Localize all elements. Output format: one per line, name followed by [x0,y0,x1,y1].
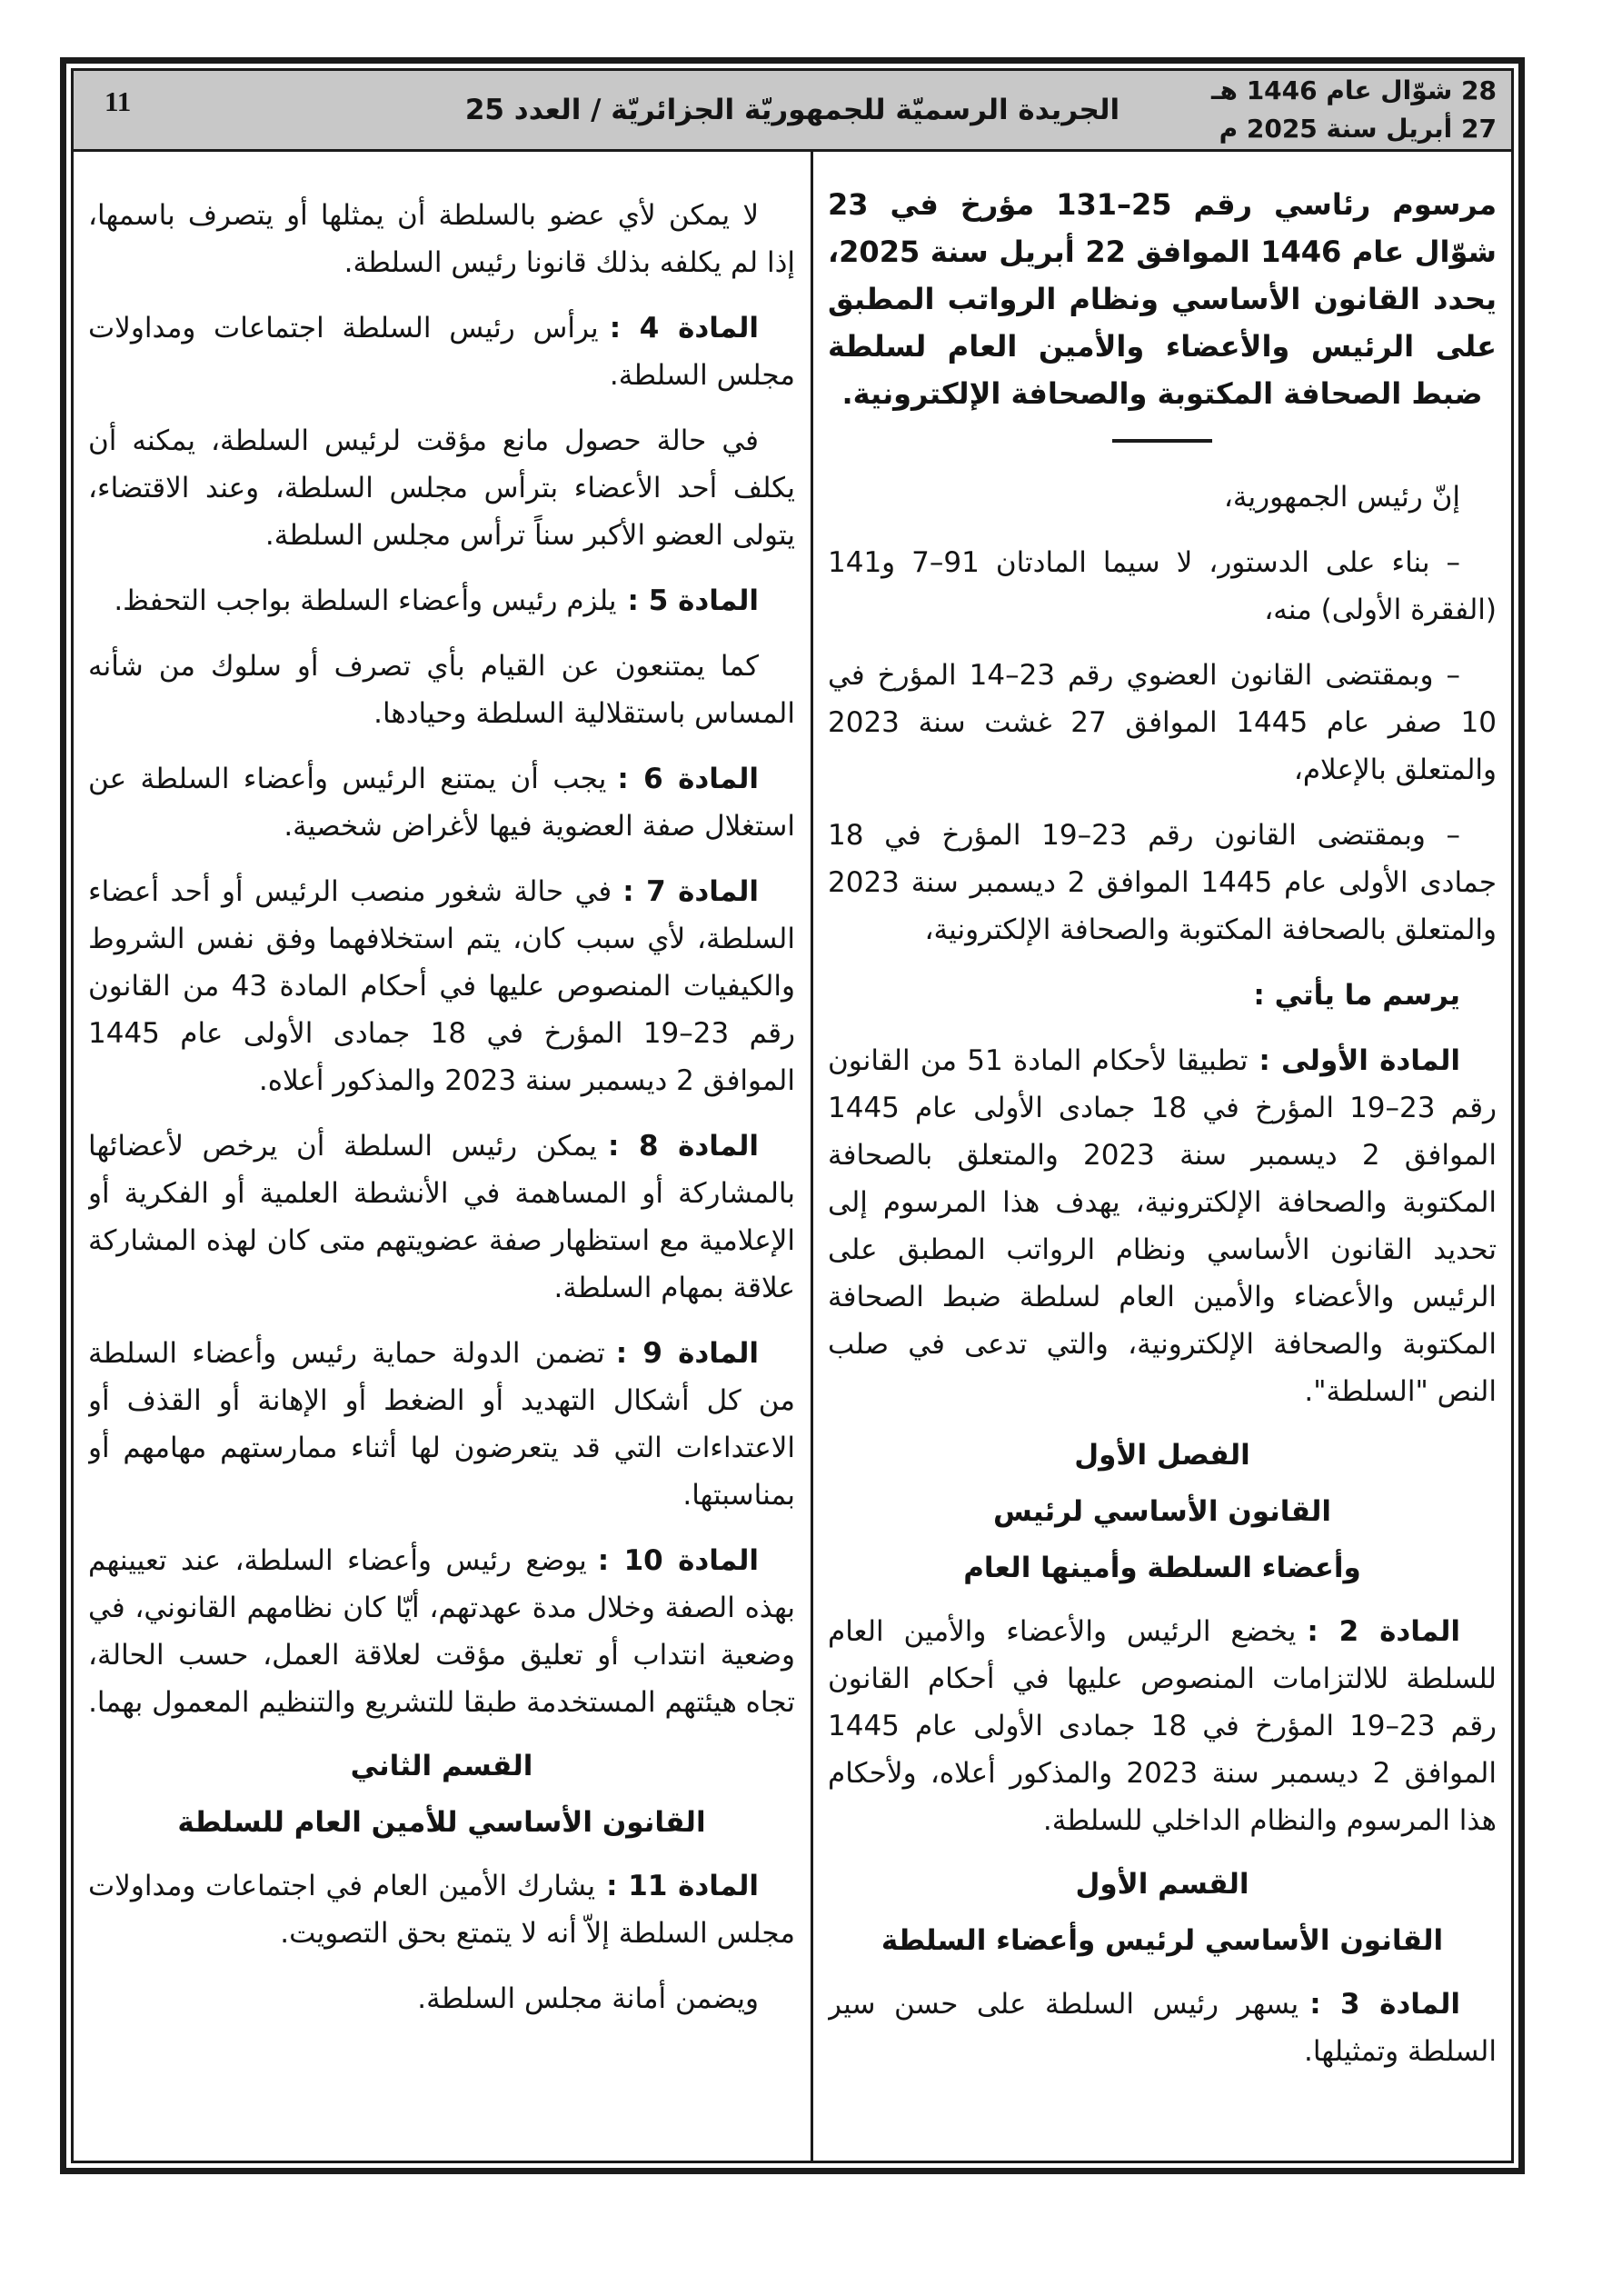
visa-constitution: – بناء على الدستور، لا سيما المادتان 91–7 و141 (الفقرة الأولى) منه، [828,546,1497,626]
section-1-heading: القسم الأول [1075,1868,1249,1901]
article-5-paragraph [88,577,795,624]
preamble-opening: إنّ رئيس الجمهورية، [1223,481,1460,514]
article-1-paragraph [828,1037,1497,1415]
inner-border [71,68,1514,2163]
visa-press-law: – وبمقتضى القانون رقم 23–19 المؤرخ في 18 جمادى الأولى عام 1445 الموافق 2 ديسمبر سنة 2023 والمتعلق بالصحافة المكتوبة والصحافة الإلكترونية، [828,819,1497,946]
page-number: 11 [104,85,132,117]
article-7-label: المادة 7 : [622,875,759,908]
article-3-label: المادة 3 : [1309,1988,1460,2021]
article-11-text: يشارك الأمين العام في اجتماعات ومداولات مجلس السلطة إلاّ أنه لا يتمتع بحق التصويت. [88,1870,795,1950]
visa-organic-law: – وبمقتضى القانون العضوي رقم 23–14 المؤرخ في 10 صفر عام 1445 الموافق 27 غشت سنة 2023 والمتعلق بالإعلام، [828,659,1497,786]
chapter-1-subheading-2: وأعضاء السلطة وأمينها العام [963,1552,1361,1584]
article-8-text: يمكن رئيس السلطة أن يرخص لأعضائها بالمشاركة أو المساهمة في الأنشطة العلمية أو الفكرية أو الإعلامية مع استظهار صفة عضويتهم متى كان لهذه المشاركة علاقة بمهام السلطة. [88,1130,795,1304]
chapter-1-subheading-1: القانون الأساسي لرئيس [992,1495,1332,1528]
hijri-date: 28 شوّال عام 1446 هـ [1210,75,1497,105]
journal-title: الجريدة الرسميّة للجمهوريّة الجزائريّة / العدد 25 [464,94,1120,126]
article-7-paragraph [88,868,795,1104]
article-9-label: المادة 9 : [615,1337,759,1370]
article-5-continuation: كما يمتنعون عن القيام بأي تصرف أو سلوك من شأنه المساس باستقلالية السلطة وحيادها. [88,650,795,730]
decree-title: مرسوم رئاسي رقم 25–131 مؤرخ في 23 شوّال عام 1446 الموافق 22 أبريل سنة 2025، يحدد القانون الأساسي ونظام الرواتب المطبق على الرئيس والأعضاء والأمين العام لسلطة ضبط الصحافة المكتوبة والصحافة الإلكترونية. [828,187,1497,411]
chapter-1-heading: الفصل الأول [1074,1439,1250,1472]
article-4-text: يرأس رئيس السلطة اجتماعات ومداولات مجلس السلطة. [88,312,795,392]
article-3-paragraph [828,1981,1497,2075]
section-2-heading: القسم الثاني [350,1750,533,1782]
article-4-label: المادة 4 : [609,312,759,344]
article-11-paragraph [88,1862,795,1957]
article-2-label: المادة 2 : [1307,1615,1460,1648]
article-9-text: تضمن الدولة حماية رئيس وأعضاء السلطة من كل أشكال التهديد أو الضغط أو الإهانة أو القذف أو الاعتداءات التي قد يتعرضون لها أثناء ممارستهم مهامهم أو بمناسبتها. [88,1337,795,1512]
header-dates [1211,72,1497,148]
article-5-text: يلزم رئيس وأعضاء السلطة بواجب التحفظ. [114,584,617,617]
gregorian-date: 27 أبريل سنة 2025 م [1219,114,1497,144]
content-area [74,152,1511,2161]
article-7-text: في حالة شغور منصب الرئيس أو أحد أعضاء السلطة، لأي سبب كان، يتم استخلافهما وفق نفس الشروط والكيفيات المنصوص عليها في أحكام المادة 43 من القانون رقم 23–19 المؤرخ في 18 جمادى الأولى عام 1445 الموافق 2 ديسمبر سنة 2023 والمذكور أعلاه. [88,875,795,1097]
article-8-label: المادة 8 : [607,1130,759,1163]
article-10-paragraph [88,1537,795,1726]
page-border [60,57,1525,2174]
article-6-text: يجب أن يمتنع الرئيس وأعضاء السلطة عن استغلال صفة العضوية فيها لأغراض شخصية. [88,763,795,843]
article-4-continuation: في حالة حصول مانع مؤقت لرئيس السلطة، يمكنه أن يكلف أحد الأعضاء بترأس مجلس السلطة، وعند الاقتضاء، يتولى العضو الأكبر سناً ترأس مجلس السلطة. [88,424,795,552]
article-10-label: المادة 10 : [597,1544,759,1577]
article-6-label: المادة 6 : [617,763,759,795]
title-separator-rule [1112,439,1212,443]
column-divider [811,152,813,2161]
article-6-paragraph [88,755,795,850]
article-4-paragraph [88,304,795,399]
article-5-label: المادة 5 : [627,584,759,617]
header-band [74,71,1511,152]
article-2-text: يخضع الرئيس والأعضاء والأمين العام للسلطة للالتزامات المنصوص عليها في أحكام القانون رقم 23–19 المؤرخ في 18 جمادى الأولى عام 1445 الموافق 2 ديسمبر سنة 2023 والمذكور أعلاه، ولأحكام هذا المرسوم والنظام الداخلي للسلطة. [828,1615,1497,1837]
article-1-text: تطبيقا لأحكام المادة 51 من القانون رقم 23–19 المؤرخ في 18 جمادى الأولى عام 1445 الموافق 2 ديسمبر سنة 2023 والمتعلق بالصحافة المكتوبة والصحافة الإلكترونية، يهدف هذا المرسوم إلى تحديد القانون الأساسي ونظام الرواتب المطبق على الرئيس والأعضاء والأمين العام لسلطة ضبط الصحافة المكتوبة والصحافة الإلكترونية، والتي تدعى في صلب النص "السلطة". [828,1044,1497,1408]
enactment-clause: يرسم ما يأتي : [1253,979,1460,1012]
article-11-continuation: ويضمن أمانة مجلس السلطة. [417,1982,759,2015]
article-11-label: المادة 11 : [606,1870,759,1902]
left-column [88,152,795,2161]
article-10-text: يوضع رئيس وأعضاء السلطة، عند تعيينهم بهذه الصفة وخلال مدة عهدتهم، أيّا كان نظامهم القانوني، في وضعية انتداب أو تعليق مؤقت لعلاقة العمل، حسب الحالة، تجاه هيئتهم المستخدمة طبقا للتشريع والتنظيم المعمول بهما. [88,1544,795,1719]
section-1-subheading: القانون الأساسي لرئيس وأعضاء السلطة [881,1924,1444,1957]
article-9-paragraph [88,1330,795,1519]
section-2-subheading: القانون الأساسي للأمين العام للسلطة [177,1806,706,1839]
article-1-label: المادة الأولى : [1259,1044,1460,1077]
article-8-paragraph [88,1123,795,1312]
continuation-paragraph: لا يمكن لأي عضو بالسلطة أن يمثلها أو يتصرف باسمها، إذا لم يكلفه بذلك قانونا رئيس السلطة. [88,199,795,279]
right-column [828,152,1497,2161]
article-2-paragraph [828,1608,1497,1844]
article-3-text: يسهر رئيس السلطة على حسن سير السلطة وتمثيلها. [828,1988,1497,2068]
